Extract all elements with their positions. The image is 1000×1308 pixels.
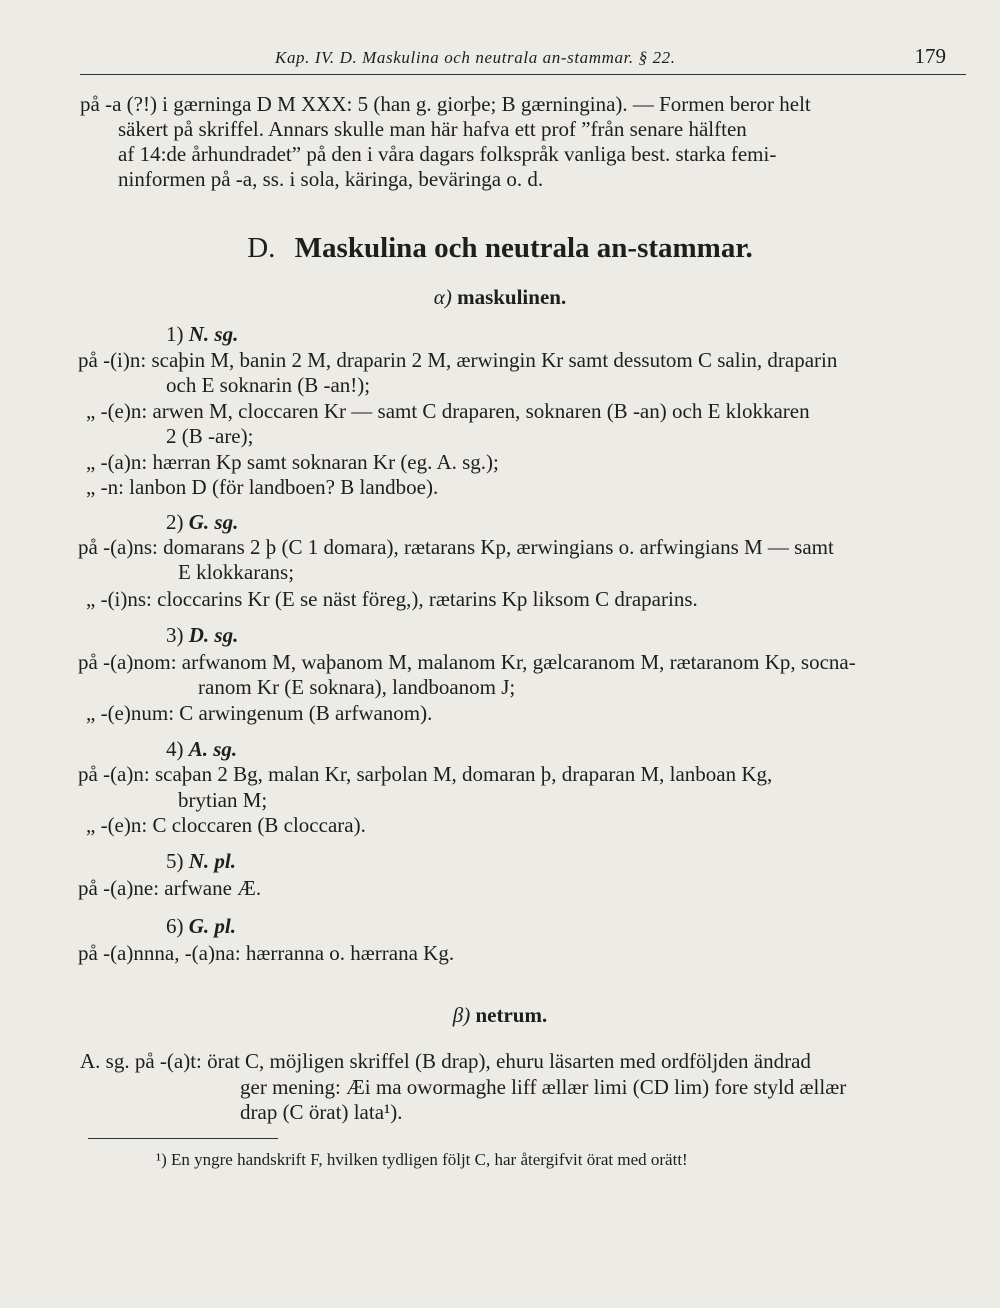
body-line-13: på -(a)n: scaþan 2 Bg, malan Kr, sarþolan M, domaran þ, draparan M, lanboan Kg, — [78, 762, 773, 786]
subsection-5-heading — [166, 849, 236, 874]
intro-line-4: ninformen på -a, ss. i sola, käringa, beväringa o. d. — [118, 167, 544, 191]
body-line-2: och E soknarin (B -an!); — [166, 373, 371, 397]
subsection-name: G. pl. — [188, 914, 236, 938]
subsection-name: N. pl. — [188, 849, 236, 873]
masculine-title: maskulinen. — [457, 285, 567, 309]
body-line-5: „ -(a)n: hærran Kp samt soknaran Kr (eg. A. sg.); — [86, 450, 499, 474]
body-line-3: „ -(e)n: arwen M, cloccaren Kr — samt C draparen, soknaren (B -an) och E klokkaren — [86, 399, 810, 423]
subsection-2-heading — [166, 510, 238, 535]
section-title: Maskulina och neutrala an-stammar. — [294, 232, 753, 264]
body-line-7: på -(a)ns: domarans 2 þ (C 1 domara), rætarans Kp, ærwingians o. arfwingians M — samt — [78, 535, 834, 559]
section-heading — [0, 232, 1000, 265]
subsection-number: 3) — [166, 623, 184, 647]
body-line-12: „ -(e)num: C arwingenum (B arfwanom). — [86, 701, 433, 725]
neuter-greek-letter: β) — [452, 1003, 471, 1027]
subsection-number: 1) — [166, 322, 184, 346]
subsection-name: D. sg. — [188, 623, 239, 647]
body-line-1: på -(i)n: scaþin M, banin 2 M, draparin 2 M, ærwingin Kr samt dessutom C salin, draparin — [78, 348, 838, 372]
subsection-1-heading — [166, 322, 238, 347]
page-number: 179 — [914, 44, 946, 68]
body-line-4: 2 (B -are); — [166, 424, 254, 448]
body-line-11: ranom Kr (E soknara), landboanom J; — [198, 675, 516, 699]
intro-line-2: säkert på skriffel. Annars skulle man här hafva ett prof ”från senare hälften — [118, 117, 747, 141]
subsection-number: 6) — [166, 914, 184, 938]
body-line-15: „ -(e)n: C cloccaren (B cloccara). — [86, 813, 366, 837]
body-line-19: ger mening: Æi ma owormaghe liff ællær limi (CD lim) fore styld ællær — [240, 1075, 847, 1099]
body-line-17: på -(a)nnna, -(a)na: hærranna o. hærrana Kg. — [78, 941, 455, 965]
body-line-20: drap (C örat) lata¹). — [240, 1100, 403, 1124]
subsection-4-heading — [166, 737, 237, 762]
subsection-6-heading — [166, 914, 236, 939]
footnote: ¹) En yngre handskrift F, hvilken tydligen följt C, har återgifvit örat med orätt! — [156, 1150, 688, 1169]
body-line-18: A. sg. på -(a)t: örat C, möjligen skriffel (B drap), ehuru läsarten med ordföljden ändrad — [80, 1049, 811, 1073]
subsection-3-heading — [166, 623, 238, 648]
page-header — [80, 46, 966, 75]
footnote-divider — [88, 1138, 278, 1139]
masculine-greek-letter: α) — [433, 285, 452, 309]
subsection-number: 4) — [166, 737, 184, 761]
running-head: Kap. IV. D. Maskulina och neutrala an-stammar. § 22. — [275, 48, 676, 67]
intro-line-1: på -a (?!) i gærninga D M XXX: 5 (han g. giorþe; B gærningina). — Formen beror helt — [80, 92, 811, 116]
intro-line-3: af 14:de århundradet” på den i våra dagars folkspråk vanliga best. starka femi- — [118, 142, 777, 166]
subsection-name: A. sg. — [188, 737, 238, 761]
body-line-14: brytian M; — [178, 788, 268, 812]
subsection-name: G. sg. — [188, 510, 239, 534]
body-line-16: på -(a)ne: arfwane Æ. — [78, 876, 262, 900]
masculine-heading — [0, 285, 1000, 310]
section-letter: D. — [247, 232, 276, 264]
body-line-10: på -(a)nom: arfwanom M, waþanom M, malanom Kr, gælcaranom M, rætaranom Kp, socna- — [78, 650, 856, 674]
subsection-number: 2) — [166, 510, 184, 534]
neuter-heading — [0, 1003, 1000, 1028]
body-line-6: „ -n: lanbon D (för landboen? B landboe). — [86, 475, 439, 499]
body-line-9: „ -(i)ns: cloccarins Kr (E se näst föreg,), rætarins Kp liksom C draparins. — [86, 587, 698, 611]
body-line-8: E klokkarans; — [178, 560, 295, 584]
neuter-title: netrum. — [475, 1003, 548, 1027]
subsection-name: N. sg. — [188, 322, 239, 346]
subsection-number: 5) — [166, 849, 184, 873]
